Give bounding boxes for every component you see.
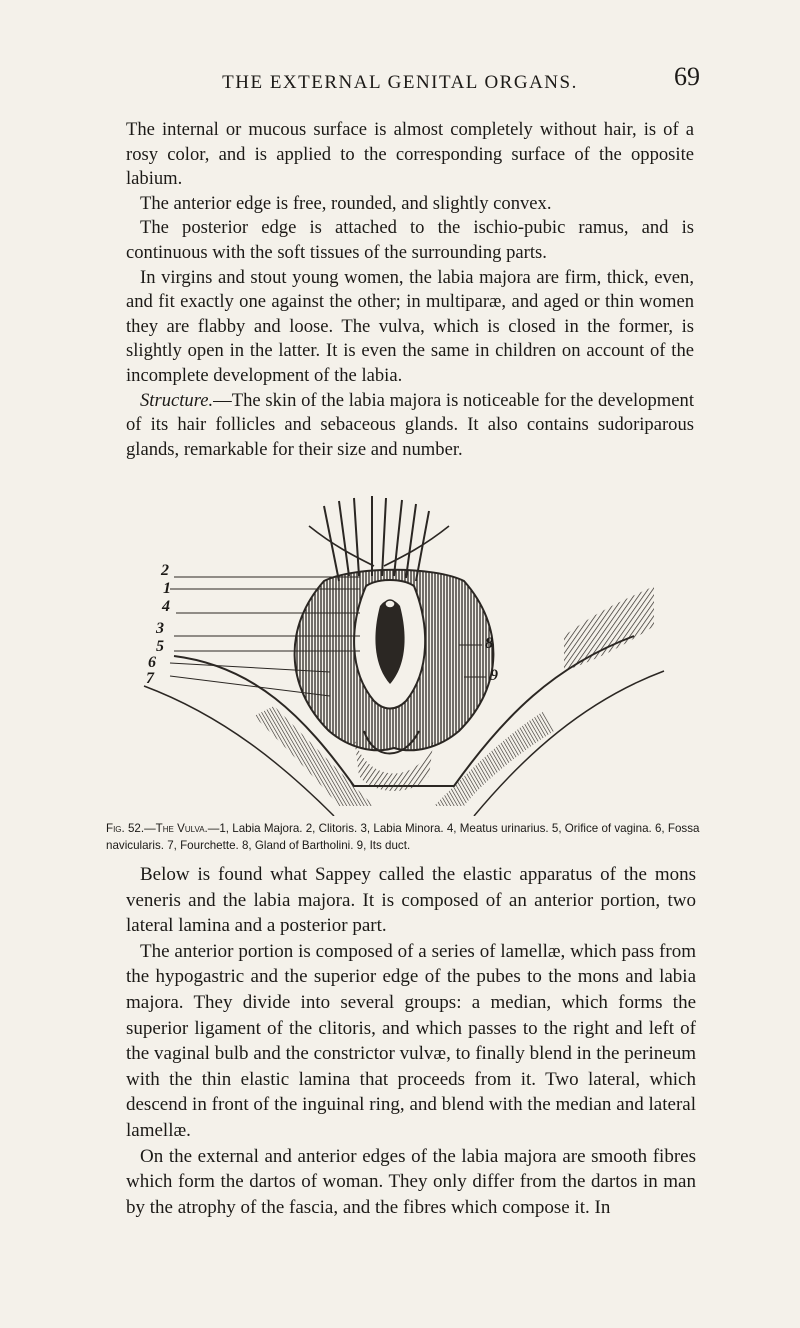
paragraph: The anterior edge is free, rounded, and slightly convex. [140,192,552,214]
paragraph [126,389,694,463]
figure-label: 7 [146,670,154,687]
figure-label: 2 [161,562,169,579]
paragraph: On the external and anterior edges of the labia majora are smooth fibres which form the dartos of woman. They only differ from the dartos in man by the atrophy of the fascia, and the fibres which compose it. In [126,1145,696,1218]
running-head: THE EXTERNAL GENITAL ORGANS. [222,72,578,93]
figure-label: 3 [156,620,164,637]
vulva-illustration [134,486,674,816]
paragraph-text: —The skin of the labia majora is noticeable for the development of its hair follicles and sebaceous glands. It also contains sudoriparous glands, remarkable for their size and number. [126,389,694,460]
figure-label: 6 [148,654,156,671]
caption-text: —1, Labia Majora. 2, Clitoris. 3, Labia Minora. 4, Meatus urinarius. 5, Orifice of vagina. 6, Fossa navicularis. 7, Fourchette. 8, Gland of Bartholini. 9, Its duct. [106,822,700,852]
figure-label: 9 [490,667,498,684]
page-number: 69 [674,62,700,91]
body-text-top [126,118,694,462]
paragraph: The anterior portion is composed of a series of lamellæ, which pass from the hypogastric and the superior edge of the pubes to the mons and labia majora. They divide into several groups: a median, which forms the superior ligament of the clitoris, and which passes to the right and left of the vaginal bulb and the constrictor vulvæ, to finally blend in the perineum with the thin elastic lamina that proceeds from it. Two lateral, which descend in front of the inguinal ring, and blend with the median and lateral lamellæ. [126,940,696,1141]
figure-label: 1 [163,580,171,597]
paragraph: Below is found what Sappey called the elastic apparatus of the mons veneris and the labia majora. It is composed of an anterior portion, two lateral lamina and a posterior part. [126,864,696,937]
section-heading: Structure. [140,389,214,411]
engraving [134,486,674,816]
paragraph: The internal or mucous surface is almost completely without hair, is of a rosy color, and is applied to the corresponding surface of the opposite labium. [126,119,694,190]
body-text-bottom [126,862,696,1220]
caption-lead: Fig. 52.—The Vulva. [106,822,208,835]
figure-label: 5 [156,638,164,655]
figure-label: 8 [485,635,493,652]
paragraph: The posterior edge is attached to the ischio-pubic ramus, and is continuous with the soft tissues of the surrounding parts. [126,217,694,263]
figure-label: 4 [162,598,170,615]
figure-caption [106,820,706,854]
paragraph: In virgins and stout young women, the labia majora are firm, thick, even, and fit exactly one against the other; in multiparæ, and aged or thin women they are flabby and loose. The vulva, which is closed in the former, is slightly open in the latter. It is even the same in children on account of the incomplete development of the labia. [126,266,694,386]
